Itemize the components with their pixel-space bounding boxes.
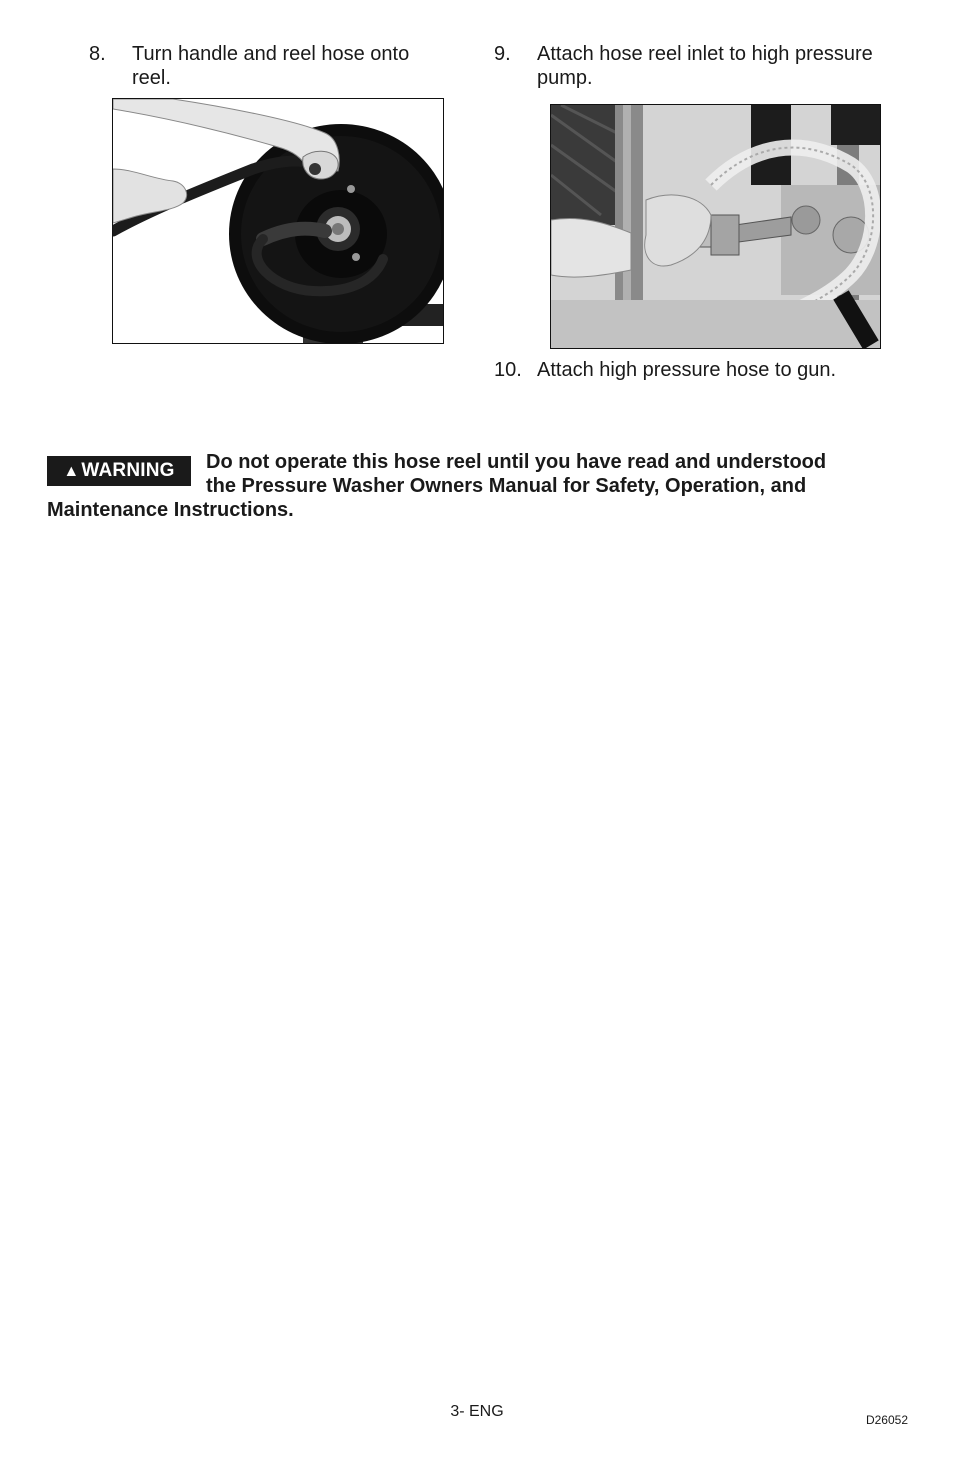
- step-text-line2: pump.: [537, 67, 593, 89]
- warning-text-line2: the Pressure Washer Owners Manual for Safety, Operation, and: [206, 475, 807, 497]
- pump-connection-photo: [550, 104, 881, 349]
- warning-text-line1: Do not operate this hose reel until you have read and understood: [206, 451, 827, 473]
- step-number: 8.: [89, 43, 106, 65]
- step-9: [494, 42, 914, 92]
- step-number: 9.: [494, 43, 511, 65]
- hose-reel-illustration: [113, 99, 443, 343]
- warning-triangle-icon: ▲: [63, 463, 80, 480]
- warning-badge-label: WARNING: [81, 460, 175, 481]
- page-number: 3- ENG: [450, 1403, 504, 1420]
- document-code: D26052: [865, 1413, 908, 1427]
- step-text-line1: Attach high pressure hose to gun.: [537, 359, 837, 381]
- warning-badge: [47, 456, 191, 486]
- hose-reel-photo: [112, 98, 444, 344]
- step-number: 10.: [494, 359, 522, 381]
- step-8: [89, 42, 449, 92]
- warning-text-line3: Maintenance Instructions.: [47, 499, 294, 521]
- pump-connection-illustration: [551, 105, 880, 348]
- step-10: [494, 358, 914, 384]
- step-text-line1: Turn handle and reel hose onto: [132, 43, 410, 65]
- step-text-line1: Attach hose reel inlet to high pressure: [537, 43, 873, 65]
- step-text-line2: reel.: [132, 67, 171, 89]
